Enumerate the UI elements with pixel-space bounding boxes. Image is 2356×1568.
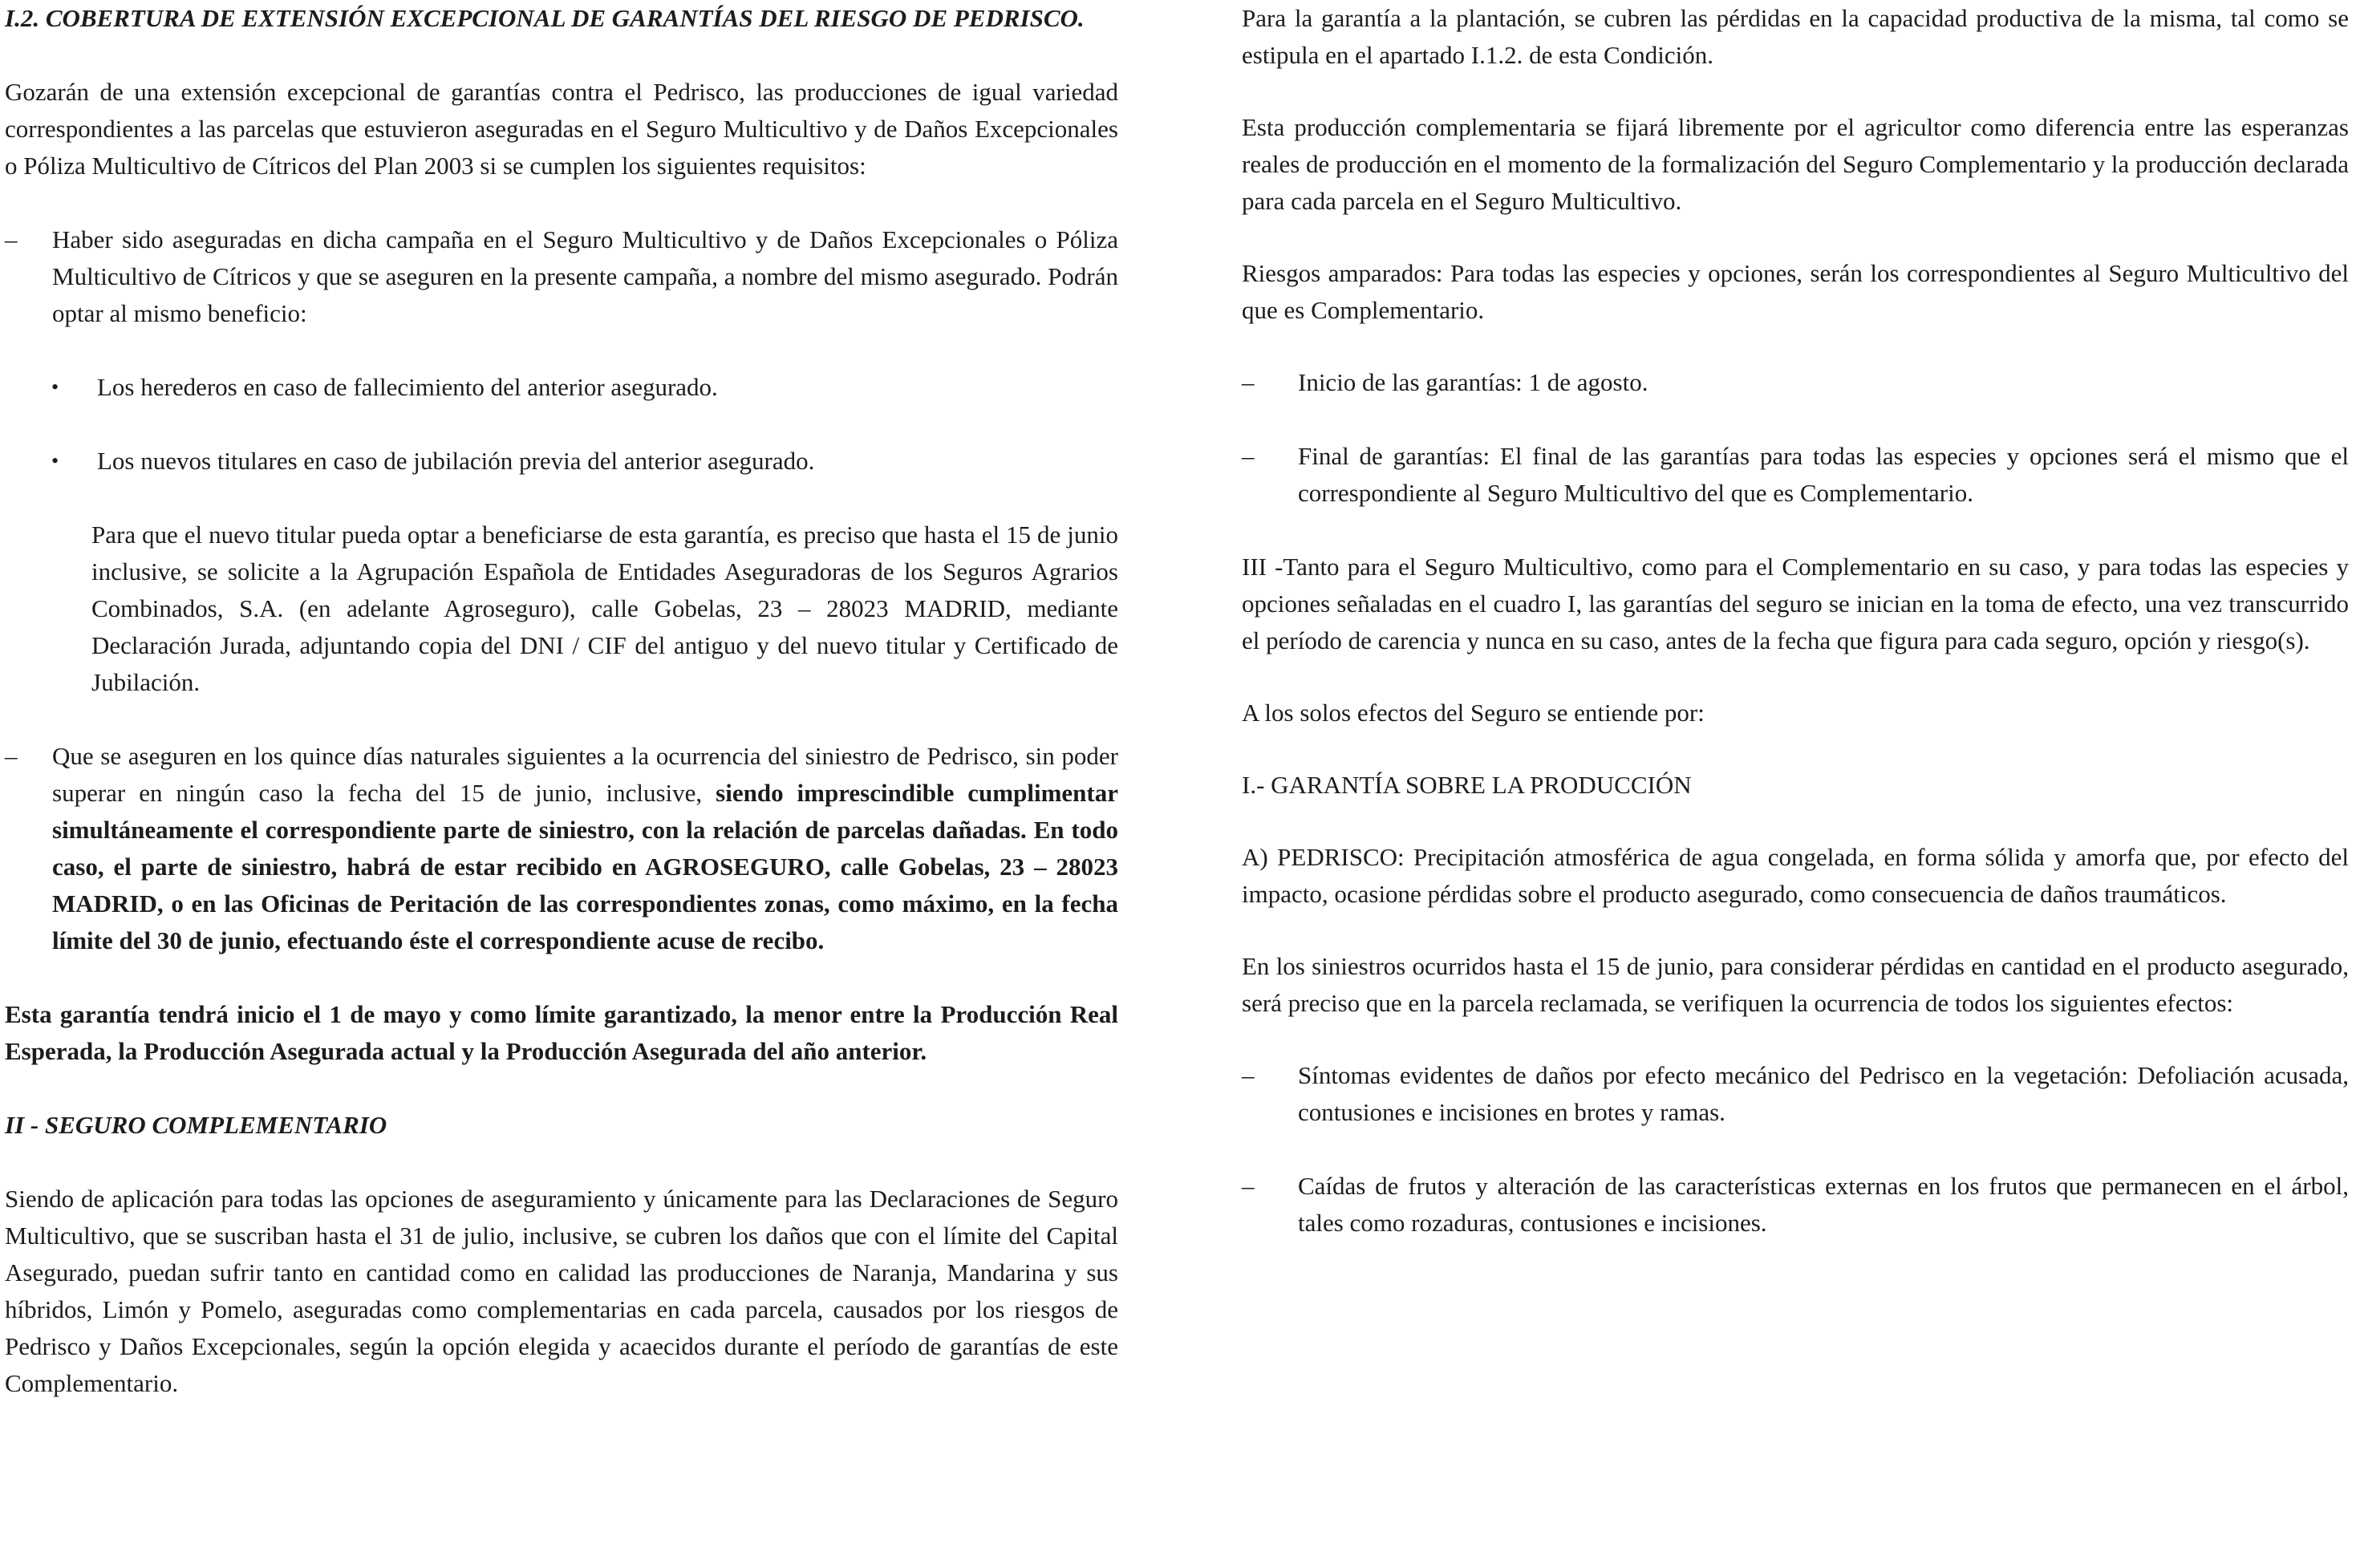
paragraph: A los solos efectos del Seguro se entiende por:	[1242, 699, 1705, 727]
list-item-text: Síntomas evidentes de daños por efecto mecánico del Pedrisco en la vegetación: Defoliación acusada, contusiones e incisiones en brotes y ramas.	[1298, 1061, 2349, 1126]
dash-marker: –	[1242, 1061, 1255, 1089]
paragraph: III -Tanto para el Seguro Multicultivo, como para el Complementario en su caso, y para todas las especies y opciones señaladas en el cuadro I, las garantías del seguro se inician en la toma de efecto, una vez transcurrido el período de carencia y nunca en su caso, antes de la fecha que figura para cada seguro, opción y riesgo(s).	[1242, 553, 2349, 654]
section-title: I.2. COBERTURA DE EXTENSIÓN EXCEPCIONAL DE GARANTÍAS DEL RIESGO DE PEDRISCO.	[5, 4, 1085, 32]
dash-marker: –	[5, 742, 18, 770]
intro-paragraph: Gozarán de una extensión excepcional de garantías contra el Pedrisco, las producciones de igual variedad correspondientes a las parcelas que estuvieron aseguradas en el Seguro Multicultivo y de Daños Excepcionales o Póliza Multicultivo de Cítricos del Plan 2003 si se cumplen los siguientes requisitos:	[5, 78, 1118, 180]
section-paragraph: Siendo de aplicación para todas las opciones de aseguramiento y únicamente para las Declaraciones de Seguro Multicultivo, que se suscriban hasta el 31 de julio, inclusive, se cubren los daños que con el límite del Capital Asegurado, puedan sufrir tanto en cantidad como en calidad las producciones de Naranja, Mandarina y sus híbridos, Limón y Pomelo, aseguradas como complementarias en cada parcela, causados por los riesgos de Pedrisco y Daños Excepcionales, según la opción elegida y acaecidos durante el período de garantías de este Complementario.	[5, 1185, 1118, 1397]
bold-paragraph: Esta garantía tendrá inicio el 1 de mayo y como límite garantizado, la menor entre la Producción Real Esperada, la Producción Asegurada actual y la Producción Asegurada del año anterior.	[5, 1000, 1118, 1065]
requirement-item	[5, 221, 1118, 332]
section-heading: I.- GARANTÍA SOBRE LA PRODUCCIÓN	[1242, 771, 1692, 799]
list-item-text: Caídas de frutos y alteración de las características externas en los frutos que permanecen en el árbol, tales como rozaduras, contusiones e incisiones.	[1298, 1172, 2349, 1237]
right-column	[1242, 0, 2349, 1278]
section-heading: II - SEGURO COMPLEMENTARIO	[5, 1111, 387, 1139]
requirement-text: Que se aseguren en los quince días naturales siguientes a la ocurrencia del siniestro de Pedrisco, sin poder superar en ningún caso la fecha del 15 de junio, inclusive,	[52, 742, 1118, 807]
paragraph: Riesgos amparados: Para todas las especies y opciones, serán los correspondientes al Seguro Multicultivo del que es Complementario.	[1242, 259, 2349, 324]
left-column	[5, 0, 1118, 1439]
list-item-text: Final de garantías: El final de las garantías para todas las especies y opciones será el mismo que el correspondiente al Seguro Multicultivo del que es Complementario.	[1298, 442, 2349, 507]
paragraph: En los siniestros ocurridos hasta el 15 de junio, para considerar pérdidas en cantidad en el producto asegurado, será preciso que en la parcela reclamada, se verifiquen la ocurrencia de todos los siguientes efectos:	[1242, 952, 2349, 1017]
bullet-item	[5, 369, 1118, 406]
bullet-text: Los herederos en caso de fallecimiento del anterior asegurado.	[97, 373, 718, 401]
bullet-marker: •	[51, 449, 59, 472]
list-item-text: Inicio de las garantías: 1 de agosto.	[1298, 368, 1648, 396]
dash-marker: –	[1242, 368, 1255, 396]
list-item	[1242, 364, 2349, 401]
dash-marker: –	[5, 225, 18, 253]
list-item	[1242, 1057, 2349, 1131]
indented-paragraph: Para que el nuevo titular pueda optar a beneficiarse de esta garantía, es preciso que hasta el 15 de junio inclusive, se solicite a la Agrupación Española de Entidades Aseguradoras de los Seguros Agrarios Combinados, S.A. (en adelante Agroseguro), calle Gobelas, 23 – 28023 MADRID, mediante Declaración Jurada, adjuntando copia del DNI / CIF del antiguo y del nuevo titular y Certificado de Jubilación.	[91, 521, 1118, 696]
bullet-marker: •	[51, 375, 59, 399]
list-item	[1242, 1168, 2349, 1242]
requirement-emphasis: siendo imprescindible cumplimentar simultáneamente el correspondiente parte de siniestro, con la relación de parcelas dañadas. En todo caso, el parte de siniestro, habrá de estar recibido en AGROSEGURO, calle Gobelas, 23 – 28023 MADRID, o en las Oficinas de Peritación de las correspondientes zonas, como máximo, en la fecha límite del 30 de junio, efectuando éste el correspondiente acuse de recibo.	[52, 779, 1118, 954]
bullet-item	[5, 443, 1118, 480]
paragraph: A) PEDRISCO: Precipitación atmosférica de agua congelada, en forma sólida y amorfa que, por efecto del impacto, ocasione pérdidas sobre el producto asegurado, como consecuencia de daños traumáticos.	[1242, 843, 2349, 908]
dash-marker: –	[1242, 442, 1255, 470]
requirement-text: Haber sido aseguradas en dicha campaña en el Seguro Multicultivo y de Daños Excepcionales o Póliza Multicultivo de Cítricos y que se aseguren en la presente campaña, a nombre del mismo asegurado. Podrán optar al mismo beneficio:	[52, 225, 1118, 327]
list-item	[1242, 438, 2349, 512]
bullet-text: Los nuevos titulares en caso de jubilación previa del anterior asegurado.	[97, 447, 815, 475]
requirement-item	[5, 738, 1118, 959]
paragraph: Esta producción complementaria se fijará libremente por el agricultor como diferencia entre las esperanzas reales de producción en el momento de la formalización del Seguro Complementario y la producción declarada para cada parcela en el Seguro Multicultivo.	[1242, 113, 2349, 215]
paragraph: Para la garantía a la plantación, se cubren las pérdidas en la capacidad productiva de la misma, tal como se estipula en el apartado I.1.2. de esta Condición.	[1242, 4, 2349, 69]
dash-marker: –	[1242, 1172, 1255, 1200]
